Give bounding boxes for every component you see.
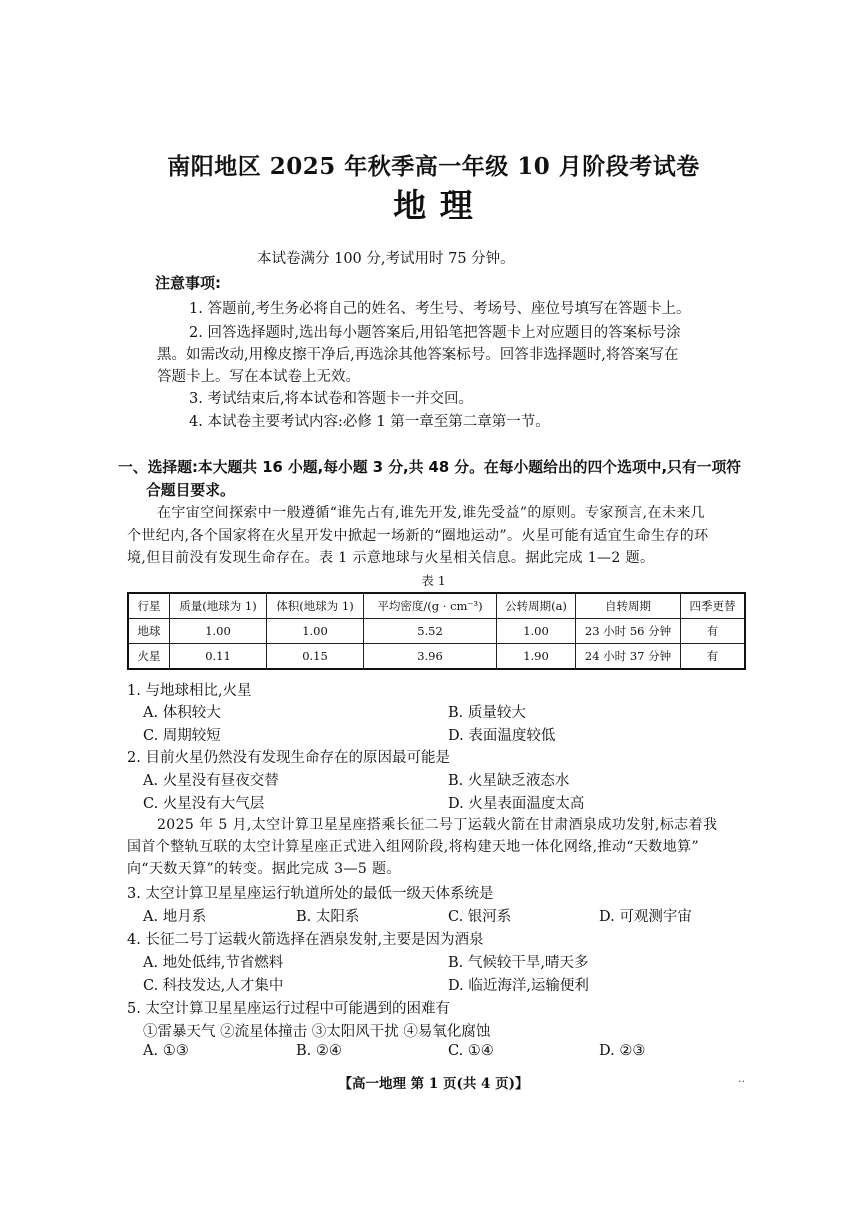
table-cell: 地球 [128,619,170,644]
passage-line: 在宇宙空间探索中一般遵循“谁先占有,谁先开发,谁先受益”的原则。专家预言,在未来几 [157,505,706,521]
table-cell: 0.15 [267,644,364,670]
option-c: C. 银河系 [448,909,512,925]
option-b: B. 火星缺乏液态水 [448,773,570,789]
option-a: A. 体积较大 [143,705,221,721]
table-header-cell: 行星 [128,593,170,619]
table-header-cell: 体积(地球为 1) [267,593,364,619]
page-footer: 【高一地理 第 1 页(共 4 页)】 [338,1076,529,1092]
option-b: B. 质量较大 [448,705,526,721]
table-caption: 表 1 [421,573,446,588]
option-d: D. 火星表面温度太高 [448,796,585,812]
table-cell: 火星 [128,644,170,670]
option-a: A. 地处低纬,节省燃料 [143,955,284,971]
notice-item: 3. 考试结束后,将本试卷和答题卡一并交回。 [189,391,474,407]
corner-mark: .. [738,1072,745,1085]
table-cell: 1.00 [497,619,576,644]
option-d: D. ②③ [599,1043,646,1059]
option-c: C. ①④ [448,1043,494,1059]
planet-table [127,592,746,670]
notice-item: 1. 答题前,考生务必将自己的姓名、考生号、考场号、座位号填写在答题卡上。 [189,301,691,317]
table-header-cell: 四季更替 [681,593,746,619]
table-cell: 24 小时 37 分钟 [576,644,681,670]
subject-title: 地 理 [393,186,474,225]
table-header-cell: 平均密度/(g · cm⁻³) [364,593,497,619]
notice-item: 答题卡上。写在本试卷上无效。 [157,369,360,385]
table-row [128,619,745,644]
option-a: A. 火星没有昼夜交替 [143,773,279,789]
passage-line: 国首个整轨互联的太空计算星座正式进入组网阶段,将构建天地一体化网络,推动“天数地算” [127,839,700,855]
exam-info: 本试卷满分 100 分,考试用时 75 分钟。 [257,251,515,267]
section-heading: 一、选择题:本大题共 16 小题,每小题 3 分,共 48 分。在每小题给出的四个选项中,只有一项符 [118,459,742,476]
notice-item: 黑。如需改动,用橡皮擦干净后,再选涂其他答案标号。回答非选择题时,将答案写在 [157,347,679,363]
passage-line: 境,但目前没有发现生命存在。表 1 示意地球与火星相关信息。据此完成 1—2 题。 [127,550,655,566]
question-stem: 1. 与地球相比,火星 [127,683,252,699]
option-c: C. 周期较短 [143,728,221,744]
table-cell: 0.11 [170,644,267,670]
question-stem: 3. 太空计算卫星星座运行轨道所处的最低一级天体系统是 [127,886,494,902]
table-cell: 1.00 [267,619,364,644]
option-d: D. 临近海洋,运输便利 [448,978,589,994]
notice-item: 4. 本试卷主要考试内容:必修 1 第一章至第二章第一节。 [189,414,550,430]
option-d: D. 表面温度较低 [448,728,556,744]
table-cell: 1.90 [497,644,576,670]
table-header-cell: 公转周期(a) [497,593,576,619]
table-cell: 有 [681,619,746,644]
exam-title: 南阳地区 2025 年秋季高一年级 10 月阶段考试卷 [167,153,700,180]
table-cell: 23 小时 56 分钟 [576,619,681,644]
table-cell: 1.00 [170,619,267,644]
question-stem: 2. 目前火星仍然没有发现生命存在的原因最可能是 [127,750,450,766]
option-c: C. 科技发达,人才集中 [143,978,284,994]
table-cell: 有 [681,644,746,670]
option-c: C. 火星没有大气层 [143,796,265,812]
passage-line: 2025 年 5 月,太空计算卫星星座搭乘长征二号丁运载火箭在甘肃酒泉成功发射,标志着我 [157,817,718,833]
question-stem: 4. 长征二号丁运载火箭选择在酒泉发射,主要是因为酒泉 [127,932,484,948]
table-header-cell: 自转周期 [576,593,681,619]
table-header-cell: 质量(地球为 1) [170,593,267,619]
question-stem: 5. 太空计算卫星星座运行过程中可能遇到的困难有 [127,1001,450,1017]
table-header-row [128,593,745,619]
option-d: D. 可观测宇宙 [599,909,692,925]
option-b: B. 气候较干旱,晴天多 [448,955,589,971]
table-row [128,644,745,670]
option-a: A. 地月系 [143,909,207,925]
option-a: A. ①③ [143,1043,189,1059]
section-heading: 合题目要求。 [146,482,235,499]
passage-line: 个世纪内,各个国家将在火星开发中掀起一场新的“圈地运动”。火星可能有适宜生命生存的环 [127,528,709,544]
table-cell: 5.52 [364,619,497,644]
table-cell: 3.96 [364,644,497,670]
statement-options: ①雷暴天气 ②流星体撞击 ③太阳风干扰 ④易氧化腐蚀 [143,1024,491,1040]
option-b: B. 太阳系 [296,909,360,925]
notice-item: 2. 回答选择题时,选出每小题答案后,用铅笔把答题卡上对应题目的答案标号涂 [189,325,681,341]
passage-line: 向“天数天算”的转变。据此完成 3—5 题。 [127,861,401,877]
option-b: B. ②④ [296,1043,342,1059]
notice-heading: 注意事项: [155,274,221,292]
